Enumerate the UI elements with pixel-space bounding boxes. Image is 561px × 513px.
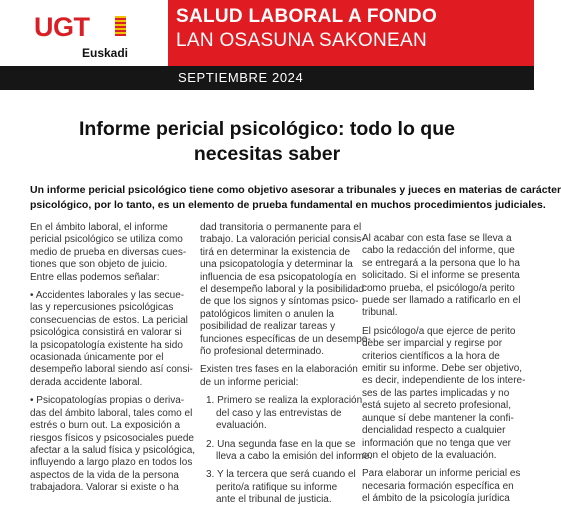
- text-line: Entre ellas podemos señalar:: [30, 271, 160, 283]
- body-column-1: [30, 222, 196, 501]
- list-item: [200, 469, 356, 506]
- text-line: de que los signos y síntomas psico-: [200, 296, 359, 308]
- text-line: dad transitoria o permanente para el: [200, 222, 362, 233]
- text-line: trabajadora. Valorar si existe o ha: [30, 482, 179, 494]
- list-item: [200, 438, 373, 464]
- text-line: una psicopatología y determinar la: [200, 259, 353, 271]
- text-line: es decir, independiente de los intere-: [362, 375, 526, 387]
- text-line: 1. Primero se realiza la exploración: [206, 395, 363, 407]
- text-line: lleva a cabo la emisión del informe.: [216, 450, 373, 462]
- lead-line: psicológico, por lo tanto, es un elemento de prueba fundamental en muchos procedimientos judiciales.: [30, 198, 546, 211]
- text-line: del caso y las entrevistas de: [216, 407, 342, 419]
- text-line: El psicólogo/a que ejerce de perito: [362, 325, 516, 337]
- text-line: solicitado. Si el informe se presenta: [362, 270, 520, 282]
- text-line: la psicopatología existente ha sido: [30, 339, 183, 351]
- text-line: tribunal.: [362, 307, 398, 319]
- text-line: debe ser imparcial y regirse por: [362, 338, 503, 350]
- text-line: evaluación.: [216, 420, 267, 432]
- text-line: las y repercusiones psicológicas: [30, 302, 174, 314]
- text-line: medio de prueba en diversas cues-: [30, 246, 187, 258]
- text-line: • Accidentes laborales y las secue-: [30, 290, 185, 302]
- text-line: como prueba, el psicólogo/a perito: [362, 282, 515, 294]
- text-line: tirá en determinar la existencia de: [200, 246, 351, 258]
- text-line: cabo la redacción del informe, que: [362, 245, 515, 257]
- text-line: ante el tribunal de justicia.: [216, 494, 332, 506]
- text-line: consecuencias de estos. La pericial: [30, 314, 188, 326]
- bullet-paragraph: [30, 395, 196, 494]
- text-line: Existen tres fases en la elaboración: [200, 364, 358, 376]
- headline-line: Informe pericial psicológico: todo lo que: [79, 118, 455, 140]
- text-line: trabajo. La valoración pericial consis-: [200, 234, 365, 246]
- text-line: desempeño laboral siendo así consi-: [30, 364, 193, 376]
- text-line: derada accidente laboral.: [30, 376, 143, 388]
- text-line: 2. Una segunda fase en la que se: [206, 438, 356, 450]
- text-line: se entregará a la persona que lo ha: [362, 257, 520, 269]
- text-line: afectar a la salud física y psicológica,: [30, 444, 196, 456]
- text-line: puede ser llamado a ratificarlo en el: [362, 295, 521, 307]
- text-line: influyendo a largo plazo en todos los: [30, 457, 193, 469]
- text-line: funciones específicas de un desempe-: [200, 333, 371, 345]
- text-line: el desempeño laboral y la posibilidad: [200, 284, 364, 296]
- logo-region: Euskadi: [82, 46, 129, 60]
- text-line: información que no tenga que ver: [362, 437, 511, 449]
- paragraph: [200, 222, 371, 358]
- text-line: tiones que son objeto de juicio.: [30, 259, 168, 271]
- text-line: estrés o burn out. La exposición a: [30, 420, 181, 432]
- paragraph: [30, 222, 187, 284]
- text-line: pericial psicológico se utiliza como: [30, 234, 183, 246]
- text-line: con el objeto de la evaluación.: [362, 449, 497, 461]
- text-line: dencialidad respecto a cualquier: [362, 425, 506, 437]
- text-line: En el ámbito laboral, el informe: [30, 222, 168, 233]
- text-line: emitir su informe. Debe ser objetivo,: [362, 363, 523, 375]
- publication-title: SALUD LABORAL A FONDO: [176, 6, 438, 27]
- ikurrina-flag-icon: [115, 16, 126, 36]
- ugt-logo: [0, 0, 168, 66]
- text-line: influencia de esa psicopatología en: [200, 271, 357, 283]
- text-line: • Psicopatologías propias o deriva-: [30, 395, 185, 407]
- text-line: riesgos físicos y psicosociales puede: [30, 432, 194, 444]
- text-line: 3. Y la tercera que será cuando el: [206, 469, 356, 481]
- header: [0, 0, 534, 66]
- text-line: Para elaborar un informe pericial es: [362, 468, 521, 480]
- text-line: ses de las partes implicadas y no: [362, 387, 510, 399]
- text-line: criterios científicos a la hora de: [362, 350, 500, 362]
- headline-line: necesitas saber: [193, 143, 341, 165]
- text-line: el ámbito de la psicología jurídica: [362, 493, 510, 505]
- text-line: perito/a ratifique su informe: [216, 481, 338, 493]
- article-lead: [30, 183, 561, 212]
- paragraph: [362, 325, 526, 462]
- text-line: aspectos de la vida de la persona: [30, 469, 179, 481]
- text-line: patológicos limiten o anulen la: [200, 308, 334, 320]
- publication-subtitle: LAN OSASUNA SAKONEAN: [176, 30, 427, 51]
- text-line: está sujeto al secreto profesional,: [362, 400, 511, 412]
- text-line: posibilidad de realizar tareas y: [200, 321, 336, 333]
- text-line: necesaria formación específica en: [362, 480, 514, 492]
- body-column-3: [362, 233, 526, 512]
- paragraph: [200, 364, 358, 389]
- logo-wordmark: UGT: [34, 12, 90, 42]
- text-line: ño profesional determinado.: [200, 346, 324, 358]
- text-line: aunque sí debe mantener la confi-: [362, 412, 514, 424]
- paragraph: [362, 233, 521, 320]
- text-line: de un informe pericial:: [200, 376, 299, 388]
- list-item: [200, 395, 363, 432]
- article-headline: [0, 117, 534, 167]
- lead-line: Un informe pericial psicológico tiene como objetivo asesorar a tribunales y jueces en materias de carácter: [30, 184, 561, 196]
- bullet-paragraph: [30, 290, 193, 389]
- text-line: Al acabar con esta fase se lleva a: [362, 233, 512, 244]
- text-line: psicológica consistirá en valorar si: [30, 327, 182, 339]
- text-line: ocasionada únicamente por el: [30, 352, 164, 364]
- issue-date: SEPTIEMBRE 2024: [178, 70, 304, 85]
- body-column-2: [200, 222, 373, 513]
- paragraph: [362, 468, 521, 505]
- text-line: das del ámbito laboral, tales como el: [30, 407, 193, 419]
